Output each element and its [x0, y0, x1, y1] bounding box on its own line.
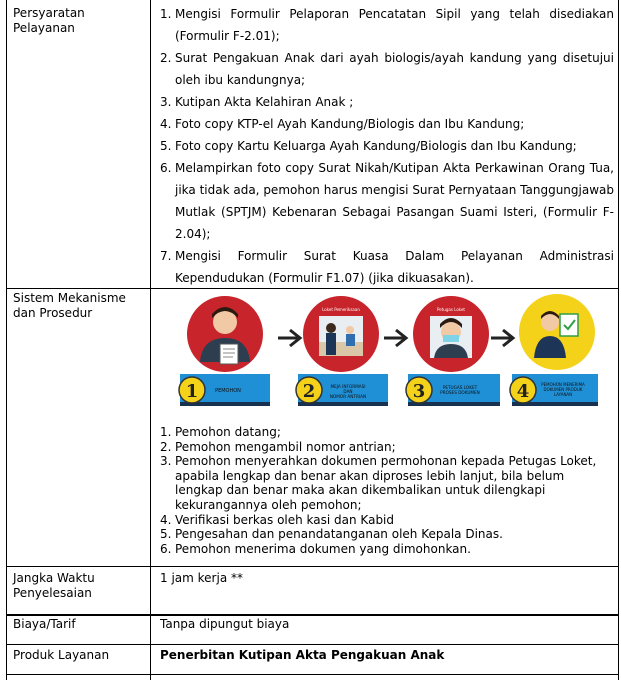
flow-step-1	[179, 296, 270, 406]
row-label-mekanisme: Sistem Mekanisme dan Prosedur	[13, 291, 126, 320]
row-label-persyaratan: Persyaratan Pelayanan	[13, 6, 85, 35]
list-item: 2. Pemohon mengambil nomor antrian;	[160, 439, 396, 454]
procedure-flow-diagram	[178, 292, 598, 410]
flow-sign: Loket Pemeriksaan	[322, 307, 360, 312]
row-divider	[6, 614, 619, 616]
arrow-right-icon	[491, 330, 513, 346]
flow-step-number: 1	[185, 381, 199, 402]
column-divider	[150, 0, 151, 680]
flow-step-number: 2	[302, 381, 316, 402]
flow-step-label: MEJA INFORMASI DAN NOMOR ANTRIAN	[329, 384, 367, 399]
procedure-list	[160, 425, 610, 556]
row-label-jangka: Jangka Waktu Penyelesaian	[13, 571, 95, 600]
list-item: 4. Foto copy KTP-el Ayah Kandung/Biologis dan Ibu Kandung;	[160, 117, 525, 131]
row-label-produk: Produk Layanan	[13, 648, 110, 662]
flow-step-label: PEMOHON	[215, 388, 241, 394]
processing-time-value: 1 jam kerja **	[160, 571, 243, 585]
row-divider	[6, 566, 619, 567]
flow-step-number: 3	[412, 381, 426, 402]
flow-step-number: 4	[516, 381, 530, 402]
list-item: 1. Pemohon datang;	[160, 425, 281, 439]
requirements-list	[160, 3, 614, 289]
table-border-left	[6, 0, 7, 680]
row-label-biaya: Biaya/Tarif	[13, 617, 76, 631]
list-item: 6. Pemohon menerima dokumen yang dimohonkan.	[160, 541, 471, 556]
list-item: 4. Verifikasi berkas oleh kasi dan Kabid	[160, 512, 395, 527]
list-item: 7. Mengisi Formulir Surat Kuasa Dalam Pelayanan Administrasi Kependudukan (Formulir F1.07) (jika dikuasakan).	[160, 249, 614, 285]
flow-step-2	[296, 296, 388, 406]
arrow-right-icon	[278, 330, 300, 346]
list-item: 3. Kutipan Akta Kelahiran Anak ;	[160, 95, 354, 109]
list-item: 5. Pengesahan dan penandatanganan oleh Kepala Dinas.	[160, 527, 503, 542]
flow-step-label: PEMOHON MENERIMA DOKUMEN PRODUK LAYANAN	[541, 382, 585, 397]
flow-step-3	[406, 296, 500, 406]
list-item: 2. Surat Pengakuan Anak dari ayah biologis/ayah kandung yang disetujui oleh ibu kandungnya;	[160, 51, 614, 87]
fee-value: Tanpa dipungut biaya	[160, 617, 290, 631]
list-item: 1. Mengisi Formulir Pelaporan Pencatatan Sipil yang telah disediakan (Formulir F-2.01);	[160, 7, 614, 43]
list-item: 3. Pemohon menyerahkan dokumen permohonan kepada Petugas Loket, apabila lengkap dan benar akan diproses lebih lanjut, bila belum lengkap dan benar maka akan dikembalikan untuk dilengkapi kekurangannya oleh pemohon;	[160, 454, 597, 512]
list-item: 5. Foto copy Kartu Keluarga Ayah Kandung/Biologis dan Ibu Kandung;	[160, 139, 577, 153]
row-divider	[6, 674, 619, 675]
product-value: Penerbitan Kutipan Akta Pengakuan Anak	[160, 648, 445, 662]
list-item: 6. Melampirkan foto copy Surat Nikah/Kutipan Akta Perkawinan Orang Tua, jika tidak ada, pemohon harus mengisi Surat Pernyataan Tanggungjawab Mutlak (SPTJM) Kebenaran Sebagai Pasangan Suami Isteri, (Formulir F-2.04);	[160, 161, 614, 241]
row-divider	[6, 644, 619, 645]
flow-step-label: PETUGAS LOKET PROSES DOKUMEN	[440, 385, 480, 395]
table-border-right	[618, 0, 619, 680]
flow-step-4	[510, 294, 598, 406]
flow-sign: Petugas Loket	[437, 307, 465, 312]
arrow-right-icon	[384, 330, 406, 346]
